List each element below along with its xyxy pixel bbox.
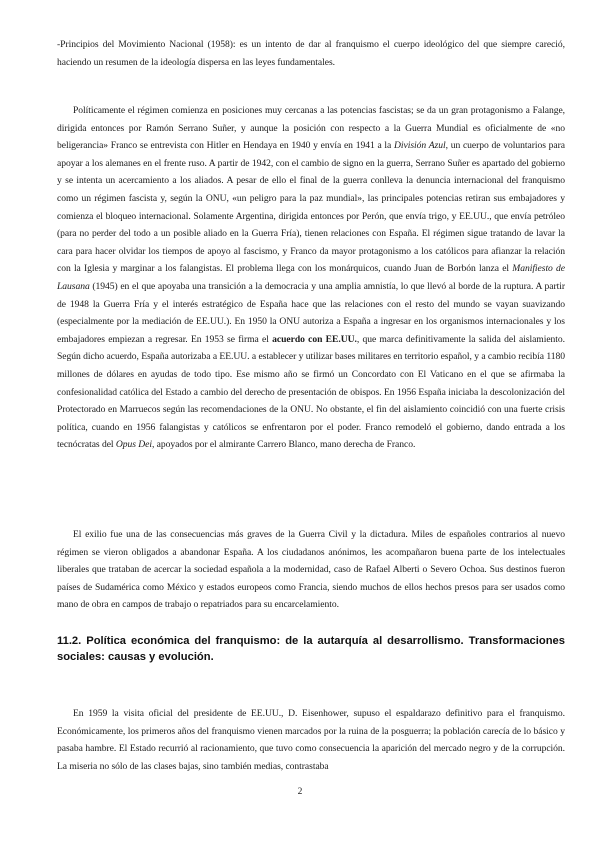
paragraph-text: En 1959 la visita oficial del presidente de EE.UU., D. Eisenhower, supuso el espaldarazo definitivo para el franquismo. Económicamente, los primeros años del franquismo vienen marcados por la ruina de la posguerra; la población carecía de lo básico y pasaba hambre. El Estado recurrió al racionamiento, que tuvo como consecuencia la aparición del mercado negro y de la corrupción. La miseria no sólo de las clases bajas, sino también medias, contrastaba bbox=[57, 708, 565, 772]
paragraph-eisenhower bbox=[57, 705, 565, 775]
paragraph-text: , que marca definitivamente la salida del aislamiento. Según dicho acuerdo, España autorizaba a EE.UU. a establecer y utilizar bases militares en territorio español, y a cambio recibía 1180 millones de dólares en ayudas de todo tipo. Ese mismo año se firmó un Concordato con El Vaticano en el que se afirmaba la confesionalidad católica del Estado a cambio del derecho de presentación de obispos. En 1956 España iniciaba la descolonización del Protectorado en Marruecos según las recomendaciones de la ONU. No obstante, el fin del aislamiento coincidió con una fuerte crisis política, cuando en 1956 falangistas y católicos se enfrentaron por el poder. Franco remodeló el gobierno, dando entrada a los tecnócratas del bbox=[57, 333, 565, 451]
paragraph-text: (1945) en el que apoyaba una transición a la democracia y una amplia amnistía, lo que llevó al borde de la ruptura. A partir de 1948 la Guerra Fría y el interés estratégico de España hace que las relaciones con el resto del mundo se vayan suavizando (especialmente por la mediación de EE.UU.). En 1950 la ONU autoriza a España a ingresar en los organismos internacionales y los embajadores empiezan a regresar. En 1953 se firma el bbox=[57, 280, 565, 345]
paragraph-exilio bbox=[57, 526, 565, 614]
bold-term-acuerdo-eeuu: acuerdo con EE.UU. bbox=[272, 333, 357, 345]
paragraph-principios-movimiento bbox=[57, 36, 565, 71]
italic-term-opus-dei: Opus Dei bbox=[115, 439, 152, 451]
page-number: 2 bbox=[297, 787, 303, 797]
paragraph-text: Políticamente el régimen comienza en posiciones muy cercanas a las potencias fascistas; se da un gran protagonismo a Falange, dirigida entonces por Ramón Serrano Suñer, y aunque la posición con respecto a la Guerra Mundial es oficialmente de «no beligerancia» Franco se entrevista con Hitler en Hendaya en 1940 y envía en 1941 a la bbox=[57, 105, 565, 152]
italic-term-manifiesto-lausana: Manifiesto de Lausana bbox=[57, 263, 565, 292]
paragraph-text: -Principios del Movimiento Nacional (1958): es un intento de dar al franquismo el cuerpo ideológico del que siempre careció, haciendo un resumen de la ideología dispersa en las leyes fundamentales. bbox=[57, 39, 565, 68]
italic-term-division-azul: División Azul bbox=[394, 140, 446, 152]
paragraph-text: , apoyados por el almirante Carrero Blanco, mano derecha de Franco. bbox=[151, 439, 416, 451]
paragraph-text: , un cuerpo de voluntarios para apoyar a los alemanes en el frente ruso. A partir de 1942, con el cambio de signo en la guerra, Serrano Suñer es apartado del gobierno y se intenta un acercamiento a los aliados. A pesar de ello el final de la guerra conlleva la denuncia internacional del franquismo como un régimen fascista y, según la ONU, «un peligro para la paz mundial», las principales potencias retiran sus embajadores y comienza el bloqueo internacional. Solamente Argentina, dirigida entonces por Perón, que envía trigo, y EE.UU., que envía petróleo (para no perder del todo a un posible aliado en la Guerra Fría), tienen relaciones con España. El régimen sigue tratando de lavar la cara para hacer olvidar los tiempos de apoyo al fascismo, y Franco da mayor protagonismo a los católicos para afianzar la relación con la Iglesia y marginar a los falangistas. El problema llega con los monárquicos, cuando Juan de Borbón lanza el bbox=[57, 140, 565, 275]
paragraph-text: El exilio fue una de las consecuencias más graves de la Guerra Civil y la dictadura. Miles de españoles contrarios al nuevo régimen se vieron obligados a abandonar España. A los ciudadanos anónimos, les acompañaron buena parte de los intelectuales liberales que trataban de acercar la sociedad española a la modernidad, caso de Rafael Alberti o Severo Ochoa. Sus destinos fueron países de Sudamérica como México y estados europeos como Francia, siendo muchos de ellos hechos presos para ser usados como mano de obra en campos de trabajo o repatriados para su encarcelamiento. bbox=[57, 529, 565, 611]
paragraph-politica-exterior bbox=[57, 102, 565, 454]
section-heading: 11.2. Política económica del franquismo: de la autarquía al desarrollismo. Transformaciones sociales: causas y evolución. bbox=[57, 635, 565, 663]
